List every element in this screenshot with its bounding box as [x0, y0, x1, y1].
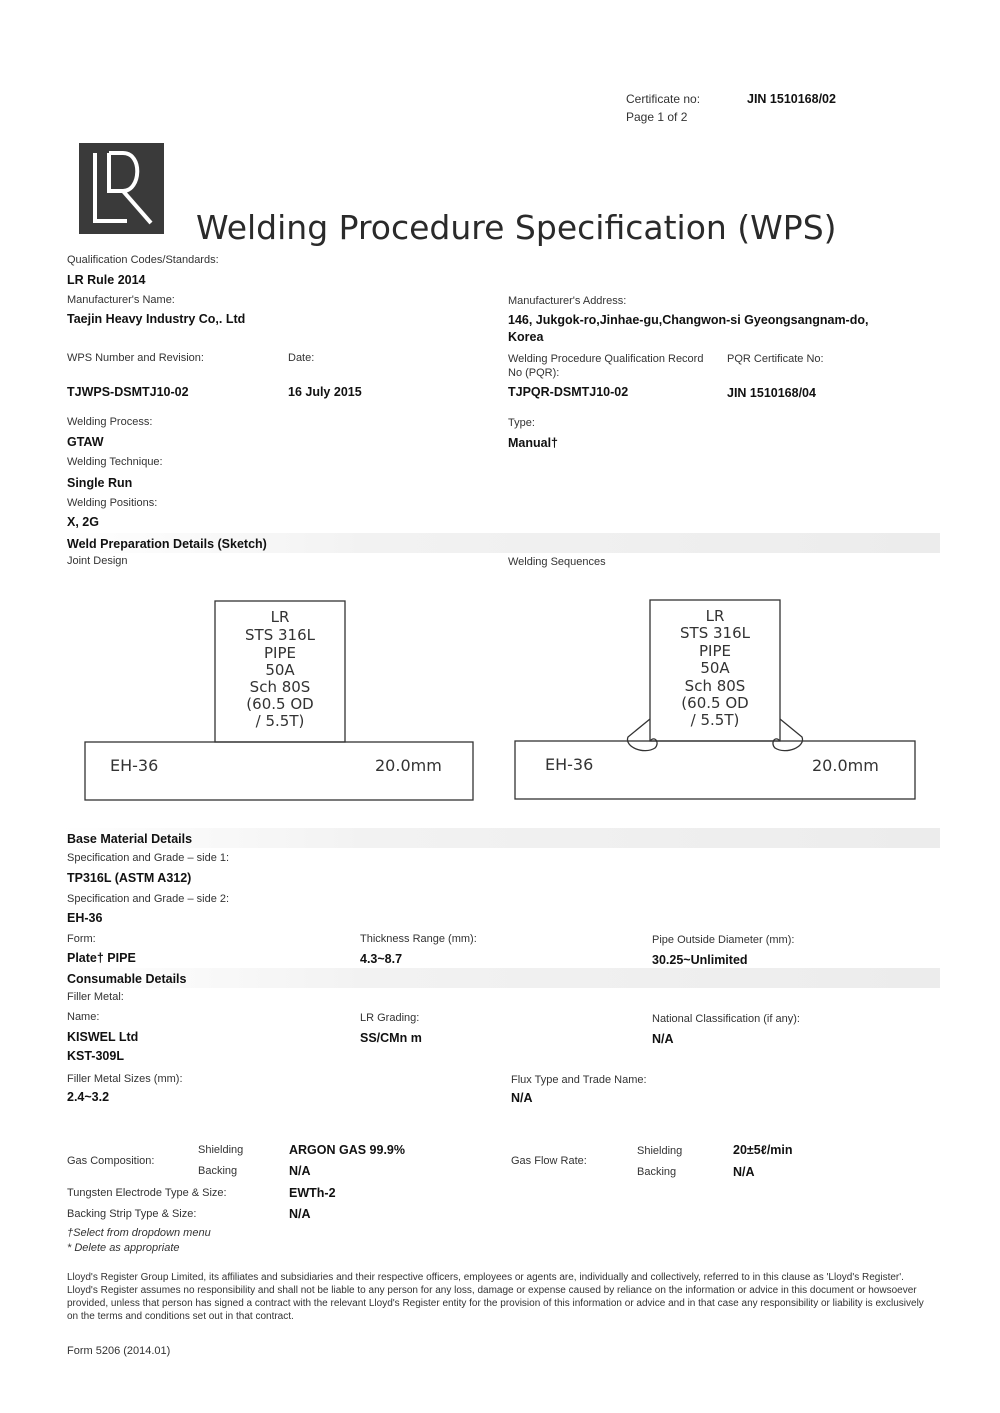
- pipe-label-line: / 5.5T): [690, 711, 740, 729]
- type-value: Manual†: [508, 436, 559, 450]
- pipe-label-line: LR: [270, 608, 290, 626]
- side2-label: Specification and Grade – side 2:: [67, 893, 230, 905]
- consumables-band: [60, 968, 940, 988]
- pipe-label-line: STS 316L: [680, 624, 750, 642]
- delete-note: * Delete as appropriate: [67, 1242, 180, 1254]
- pipe-label-line: 50A: [265, 661, 295, 679]
- gas-backing-label: Backing: [198, 1165, 238, 1177]
- qual-codes-label: Qualification Codes/Standards:: [67, 254, 219, 266]
- filler-metal-label: Filler Metal:: [67, 991, 124, 1003]
- plate-material-label: EH-36: [110, 756, 159, 775]
- gas-flow-label: Gas Flow Rate:: [511, 1155, 587, 1167]
- od-label: Pipe Outside Diameter (mm):: [652, 934, 795, 946]
- pipe-label-line: (60.5 OD: [246, 695, 314, 713]
- process-label: Welding Process:: [67, 416, 153, 428]
- flux-label: Flux Type and Trade Name:: [511, 1074, 647, 1086]
- backing-strip-label: Backing Strip Type & Size:: [67, 1208, 197, 1220]
- flow-shielding-label: Shielding: [637, 1145, 683, 1157]
- weld-prep-heading: Weld Preparation Details (Sketch): [67, 537, 267, 551]
- backing-strip-value: N/A: [289, 1207, 311, 1221]
- lr-logo: [79, 143, 164, 234]
- manufacturer-name-value: Taejin Heavy Industry Co,. Ltd: [67, 312, 246, 326]
- lr-grading-label: LR Grading:: [360, 1012, 420, 1024]
- qual-codes-value: LR Rule 2014: [67, 273, 146, 287]
- flow-backing-label: Backing: [637, 1166, 677, 1178]
- pipe-label-line: Sch 80S: [249, 678, 311, 696]
- technique-value: Single Run: [67, 476, 133, 490]
- dropdown-note: †Select from dropdown menu: [67, 1227, 211, 1239]
- fillet-weld-right: [773, 719, 803, 751]
- flow-shielding-value: 20±5ℓ/min: [733, 1143, 793, 1157]
- joint-design-sketch: [80, 595, 480, 805]
- filler-sizes-value: 2.4~3.2: [67, 1090, 110, 1104]
- disclaimer-text: Lloyd's Register Group Limited, its affiliates and subsidiaries and their respective officers, employees or agents are, individually and collectively, referred to in this clause as 'Lloyd's Register'. Lloyd's Register assumes no responsibility and shall not be liable to any person for any loss, damage or expense caused by reliance on the information or advice in this document or howsoever provided, unless that person has signed a contract with the relevant Lloyd's Register entity for the provision of this information or advice and in that case any responsibility or liability is exclusively on the terms and conditions set out in that contract.: [67, 1272, 924, 1322]
- flow-backing-value: N/A: [733, 1165, 755, 1179]
- tungsten-label: Tungsten Electrode Type & Size:: [67, 1187, 227, 1199]
- pqr-value: TJPQR-DSMTJ10-02: [508, 385, 629, 399]
- pqr-cert-label: PQR Certificate No:: [727, 353, 824, 365]
- form-number: Form 5206 (2014.01): [67, 1345, 171, 1357]
- side1-value: TP316L (ASTM A312): [67, 871, 192, 885]
- filler-product-value: KST-309L: [67, 1049, 124, 1063]
- type-label: Type:: [508, 417, 535, 429]
- thickness-value: 4.3~8.7: [360, 952, 403, 966]
- fillet-weld-left: [627, 719, 657, 751]
- plate-material-label: EH-36: [545, 755, 594, 774]
- side1-label: Specification and Grade – side 1:: [67, 852, 230, 864]
- manufacturer-address-line2: Korea: [508, 330, 544, 344]
- manufacturer-address-line1: 146, Jukgok-ro,Jinhae-gu,Changwon-si Gyeongsangnam-do,: [508, 313, 869, 327]
- flux-value: N/A: [511, 1091, 533, 1105]
- pqr-label-line2: No (PQR):: [508, 367, 560, 379]
- filler-sizes-label: Filler Metal Sizes (mm):: [67, 1073, 183, 1085]
- filler-name-label: Name:: [67, 1011, 100, 1023]
- pipe-label-line: 50A: [700, 659, 730, 677]
- welding-sequences-label: Welding Sequences: [508, 556, 606, 568]
- date-value: 16 July 2015: [288, 385, 362, 399]
- certificate-number: JIN 1510168/02: [747, 92, 836, 106]
- gas-backing-value: N/A: [289, 1164, 311, 1178]
- pipe-label-line: PIPE: [699, 642, 731, 660]
- lr-grading-value: SS/CMn m: [360, 1031, 422, 1045]
- side2-value: EH-36: [67, 911, 103, 925]
- pipe-label-line: STS 316L: [245, 626, 315, 644]
- lr-logo-mark: [79, 143, 164, 234]
- form-value: Plate† PIPE: [67, 951, 136, 965]
- wps-number-label: WPS Number and Revision:: [67, 352, 204, 364]
- plate-thickness-label: 20.0mm: [812, 756, 879, 775]
- consumables-heading: Consumable Details: [67, 972, 187, 986]
- national-class-value: N/A: [652, 1032, 674, 1046]
- joint-design-label: Joint Design: [67, 555, 128, 567]
- pipe-label-line: LR: [705, 607, 725, 625]
- national-class-label: National Classification (if any):: [652, 1013, 800, 1025]
- positions-value: X, 2G: [67, 515, 99, 529]
- pqr-label-line1: Welding Procedure Qualification Record: [508, 353, 704, 365]
- pqr-cert-value: JIN 1510168/04: [727, 386, 816, 400]
- od-value: 30.25~Unlimited: [652, 953, 748, 967]
- gas-shielding-label: Shielding: [198, 1144, 244, 1156]
- pipe-label-line: (60.5 OD: [681, 694, 749, 712]
- date-label: Date:: [288, 352, 315, 364]
- manufacturer-name-label: Manufacturer's Name:: [67, 294, 175, 306]
- technique-label: Welding Technique:: [67, 456, 163, 468]
- manufacturer-address-label: Manufacturer's Address:: [508, 295, 627, 307]
- filler-name-value: KISWEL Ltd: [67, 1030, 139, 1044]
- gas-composition-label: Gas Composition:: [67, 1155, 155, 1167]
- thickness-label: Thickness Range (mm):: [360, 933, 477, 945]
- form-label: Form:: [67, 933, 96, 945]
- positions-label: Welding Positions:: [67, 497, 158, 509]
- certificate-label: Certificate no:: [626, 92, 701, 106]
- pipe-label-line: PIPE: [264, 644, 296, 662]
- welding-sequence-sketch: [510, 595, 920, 805]
- pipe-label-line: Sch 80S: [684, 677, 746, 695]
- page-indicator: Page 1 of 2: [626, 110, 688, 124]
- tungsten-value: EWTh-2: [289, 1186, 336, 1200]
- plate-thickness-label: 20.0mm: [375, 756, 442, 775]
- process-value: GTAW: [67, 435, 104, 449]
- pipe-label-line: / 5.5T): [255, 712, 305, 730]
- base-material-heading: Base Material Details: [67, 832, 193, 846]
- page-title: Welding Procedure Specification (WPS): [196, 208, 837, 247]
- gas-shielding-value: ARGON GAS 99.9%: [289, 1143, 406, 1157]
- wps-number-value: TJWPS-DSMTJ10-02: [67, 385, 189, 399]
